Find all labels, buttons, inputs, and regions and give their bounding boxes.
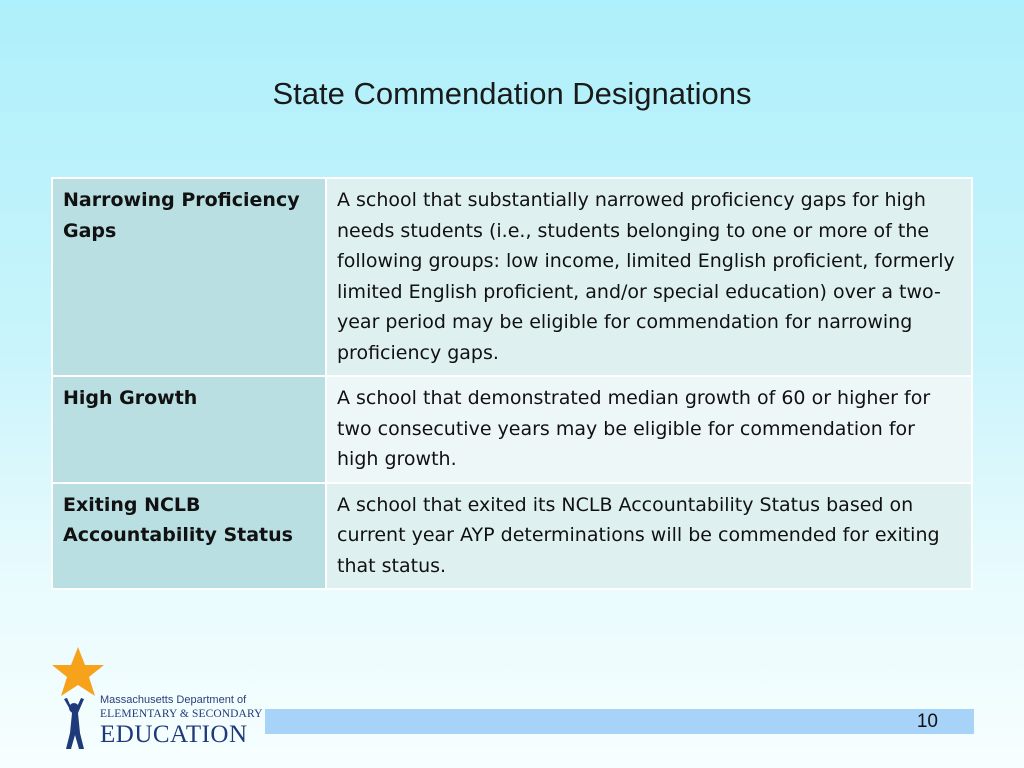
- table-row: [52, 178, 972, 376]
- table-row: [52, 483, 972, 590]
- logo-line-elementary-secondary: ELEMENTARY & SECONDARY: [100, 708, 263, 720]
- definition-cell: A school that exited its NCLB Accountability Status based on current year AYP determinations will be commended for exiting that status.: [326, 483, 972, 590]
- term-cell: Exiting NCLB Accountability Status: [52, 483, 326, 590]
- logo-line-education: EDUCATION: [100, 721, 248, 748]
- dese-logo: [50, 645, 265, 755]
- definition-cell: A school that demonstrated median growth of 60 or higher for two consecutive years may be eligible for commendation for high growth.: [326, 376, 972, 483]
- table-row: [52, 376, 972, 483]
- term-cell: High Growth: [52, 376, 326, 483]
- commendation-table: [51, 177, 973, 590]
- definition-cell: A school that substantially narrowed proficiency gaps for high needs students (i.e., students belonging to one or more of the following groups: low income, limited English proficient, formerly limited English proficient, and/or special education) over a two-year period may be eligible for commendation for narrowing proficiency gaps.: [326, 178, 972, 376]
- slide-title: State Commendation Designations: [272, 76, 752, 111]
- page-number: 10: [916, 711, 938, 732]
- footer-bar: [265, 709, 974, 734]
- logo-wordmark: [100, 694, 265, 747]
- star-icon: [52, 647, 104, 696]
- term-cell: Narrowing Proficiency Gaps: [52, 178, 326, 376]
- logo-line-department: Massachusetts Department of: [100, 694, 247, 706]
